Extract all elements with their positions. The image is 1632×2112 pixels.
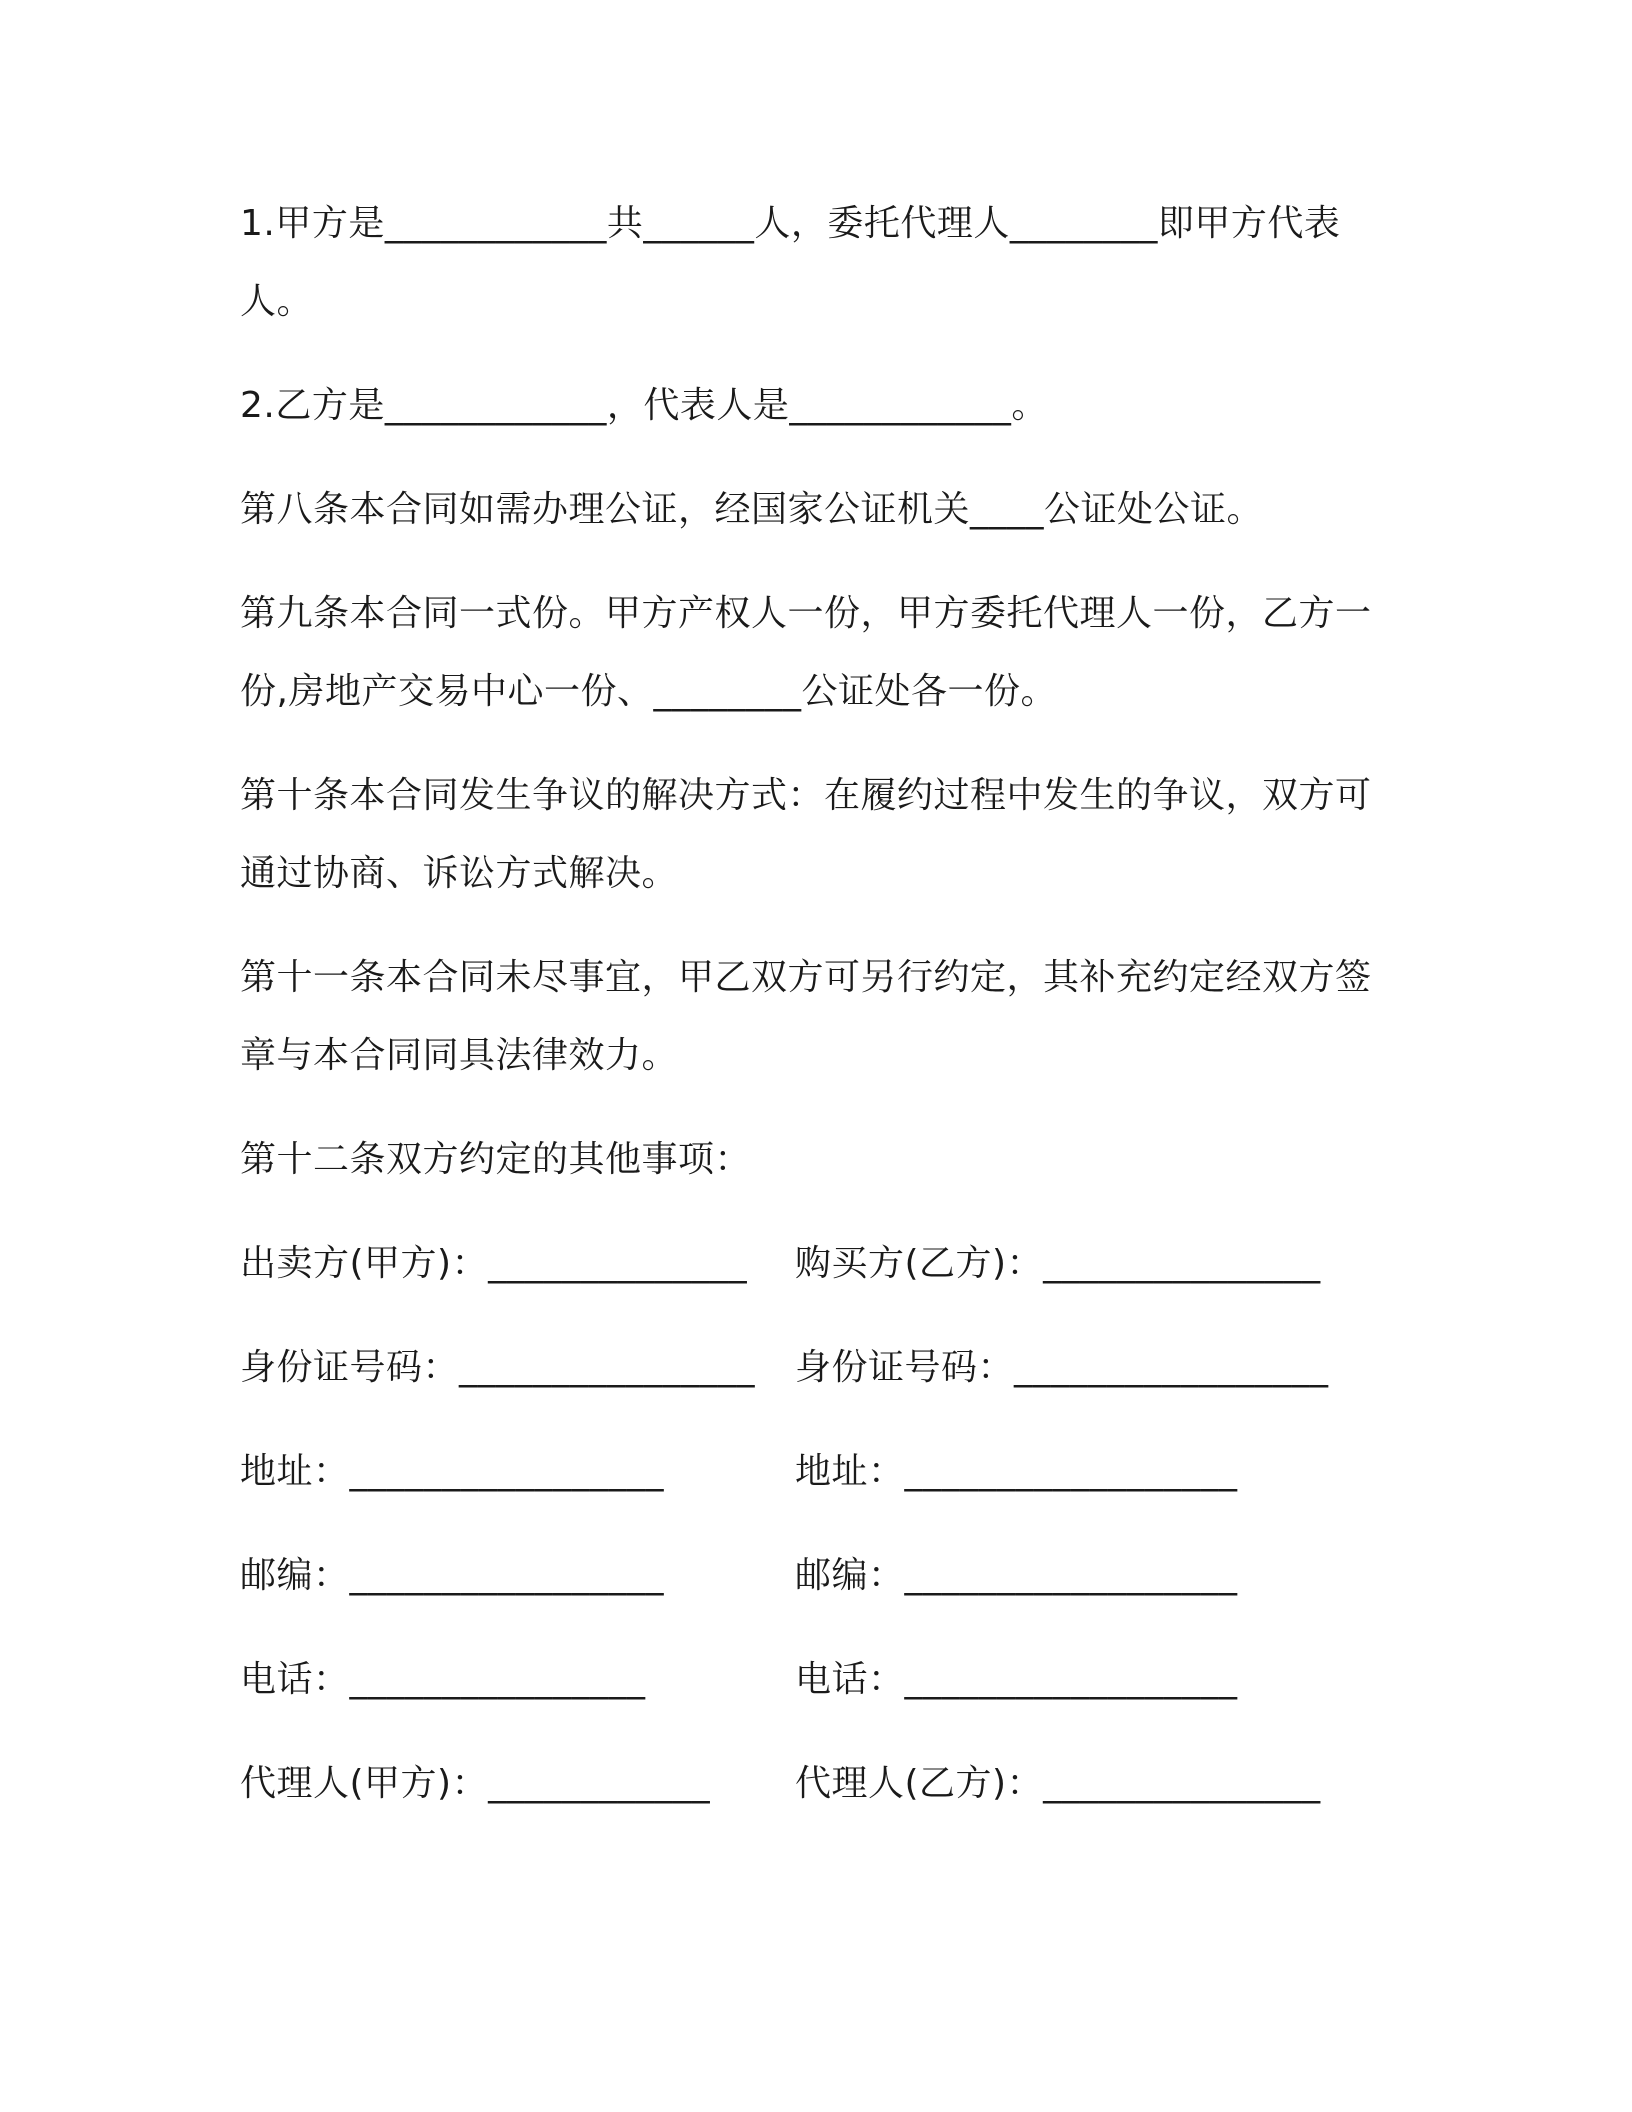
signature-row-agent [240, 1745, 1390, 1823]
buyer-phone-line: 电话：__________________ [795, 1659, 1238, 1700]
clause-article-11: 第十一条本合同未尽事宜，甲乙双方可另行约定，其补充约定经双方签章与本合同同具法律效力。 [240, 957, 1372, 1076]
seller-id-line: 身份证号码：________________ [240, 1347, 756, 1388]
contract-body [240, 185, 1390, 1849]
buyer-id-line: 身份证号码：_________________ [795, 1347, 1329, 1388]
buyer-agent-line: 代理人(乙方)：_______________ [795, 1763, 1321, 1804]
seller-address-line: 地址：_________________ [240, 1451, 665, 1492]
seller-signature-line: 出卖方(甲方)：______________ [240, 1243, 748, 1284]
signature-row-id [240, 1329, 1390, 1407]
seller-zip-line: 邮编：_________________ [240, 1555, 665, 1596]
clause-article-10: 第十条本合同发生争议的解决方式：在履约过程中发生的争议，双方可通过协商、诉讼方式解决。 [240, 775, 1372, 894]
signature-row-phone [240, 1641, 1390, 1719]
clause-party-a: 1.甲方是____________共______人，委托代理人________即甲方代表人。 [240, 203, 1341, 322]
buyer-address-line: 地址：__________________ [795, 1451, 1238, 1492]
clause-article-8: 第八条本合同如需办理公证，经国家公证机关____公证处公证。 [240, 489, 1264, 530]
buyer-signature-line: 购买方(乙方)：_______________ [795, 1243, 1321, 1284]
clause-party-b: 2.乙方是____________，代表人是____________。 [240, 385, 1048, 426]
clause-article-12: 第十二条双方约定的其他事项： [240, 1139, 752, 1180]
seller-agent-line: 代理人(甲方)：____________ [240, 1763, 711, 1804]
signature-row-parties [240, 1225, 1390, 1303]
buyer-zip-line: 邮编：__________________ [795, 1555, 1238, 1596]
seller-phone-line: 电话：________________ [240, 1659, 646, 1700]
clause-article-9: 第九条本合同一式份。甲方产权人一份，甲方委托代理人一份，乙方一份,房地产交易中心一份、________公证处各一份。 [240, 593, 1372, 712]
signature-row-zip [240, 1537, 1390, 1615]
signature-row-address [240, 1433, 1390, 1511]
